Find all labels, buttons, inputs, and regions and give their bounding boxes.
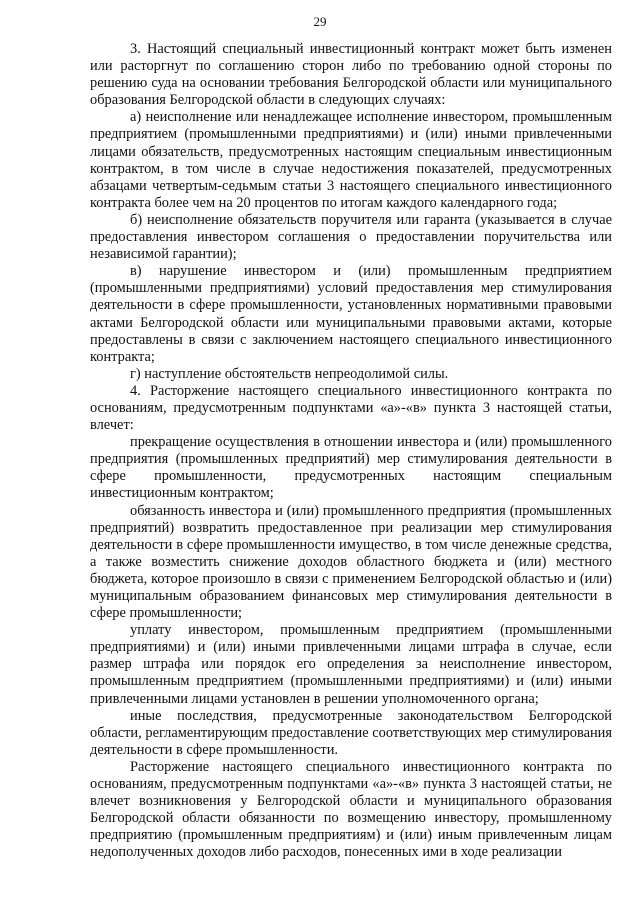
paragraph-no-compensation: Расторжение настоящего специального инвестиционного контракта по основаниям, предусмотренным подпунктами «а»-«в» пункта 3 настоящей статьи, не влечет возникновения у Белгородской области и муниципального образования Белгородской области обязанности по возмещению инвестору, промышленному предприятию (промышленным предприятиям) и (или) иным привлеченным лицам недополученных доходов либо расходов, понесенных ими в ходе реализации [90, 758, 612, 861]
paragraph-clause-4: 4. Расторжение настоящего специального инвестиционного контракта по основаниям, предусмотренным подпунктами «а»-«в» пункта 3 настоящей статьи, влечет: [90, 382, 612, 434]
paragraph-consequence-fine: уплату инвестором, промышленным предприятием (промышленными предприятиями) и (или) иными привлеченными лицами штрафа в случае, если размер штрафа или порядок его определения за неисполнение инвестором, промышленным предприятием (промышленными предприятиями) и (или) иными привлеченными лицами установлен в решении уполномоченного органа; [90, 622, 612, 707]
document-body [90, 41, 612, 862]
paragraph-clause-3g: г) наступление обстоятельств непреодолимой силы. [130, 365, 449, 382]
paragraph-consequence-termination: прекращение осуществления в отношении инвестора и (или) промышленного предприятия (промышленных предприятий) мер стимулирования деятельности в сфере промышленности, предусмотренных настоящим специальным инвестиционным контрактом; [90, 434, 612, 502]
paragraph-consequence-other: иные последствия, предусмотренные законодательством Белгородской области, регламентирующим предоставление соответствующих мер стимулирования деятельности в сфере промышленности. [90, 707, 612, 758]
paragraph-clause-3a: а) неисполнение или ненадлежащее исполнение инвестором, промышленным предприятием (промышленными предприятиями) и (или) иными привлеченными лицами обязательств, предусмотренных настоящим специальным инвестиционным контрактом, в том числе в случае недостижения показателей, предусмотренных абзацами четвертым-седьмым статьи 3 настоящего специального инвестиционного контракта более чем на 20 процентов по итогам каждого календарного года; [90, 109, 612, 211]
paragraph-clause-3v: в) нарушение инвестором и (или) промышленным предприятием (промышленными предприятиями) условий предоставления мер стимулирования деятельности в сфере промышленности, установленных нормативными правовыми актами Белгородской области или муниципальными правовыми актами, которые предоставлены в связи с заключением настоящего специального инвестиционного контракта; [90, 263, 612, 365]
paragraph-clause-3: 3. Настоящий специальный инвестиционный контракт может быть изменен или расторгнут по соглашению сторон либо по требованию одной стороны по решению суда на основании требования Белгородской области или муниципального образования Белгородской области в следующих случаях: [90, 41, 612, 109]
paragraph-clause-3b: б) неисполнение обязательств поручителя или гаранта (указывается в случае предоставления инвестором соглашения о предоставлении поручительства или независимой гарантии); [90, 211, 612, 263]
page-number: 29 [313, 14, 327, 29]
paragraph-consequence-return: обязанность инвестора и (или) промышленного предприятия (промышленных предприятий) возвратить предоставленное при реализации мер стимулирования деятельности в сфере промышленности имущество, в том числе денежные средства, а также возместить снижение доходов областного бюджета и (или) местного бюджета, которое произошло в связи с применением Белгородской областью и (или) муниципальным образованием финансовых мер стимулирования деятельности в сфере промышленности; [90, 502, 612, 622]
